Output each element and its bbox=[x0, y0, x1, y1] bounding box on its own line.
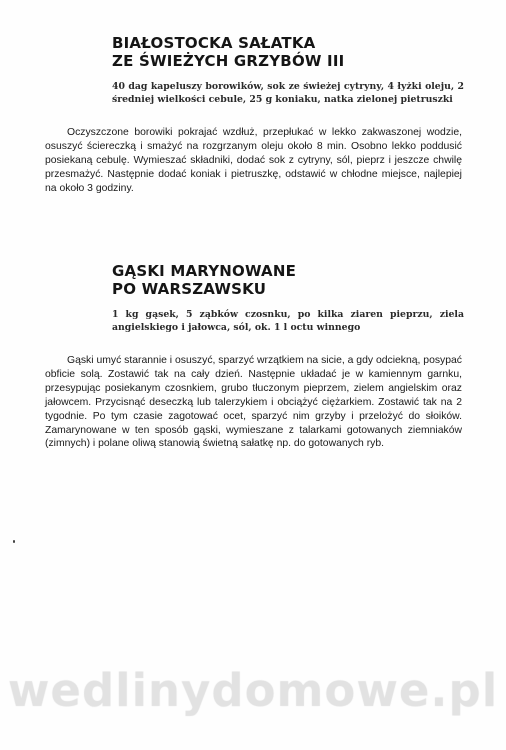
recipe-title-line-1: GĄSKI MARYNOWANE bbox=[112, 262, 297, 280]
recipe-title-line-1: BIAŁOSTOCKA SAŁATKA bbox=[112, 34, 316, 52]
site-watermark: wedlinydomowe.pl bbox=[7, 664, 499, 717]
instruction-paragraph: Gąski umyć starannie i osuszyć, sparzyć wrzątkiem na sicie, a gdy odciekną, posypać obficie solą. Zostawić tak na cały dzień. Następnie układać je w kamiennym garnku, przesypując posiekanym czosnkiem, grubo tłuczonym pieprzem, zielem angielskim oraz jałowcem. Przycisnąć deseczką lub talerzykiem i obciążyć ciężarkiem. Zostawić tak na 2 tygodnie. Po tym czasie zagotować ocet, sparzyć nim grzyby i przelożyć do słoików. Zamarynowane w ten sposób gąski, wymieszane z talarkami gotowanych ziemniaków (zimnych) i polane oliwą stanowią świetną sałatkę np. do gotowanych ryb. bbox=[45, 355, 463, 450]
recipe-instructions bbox=[45, 126, 462, 196]
margin-mark bbox=[13, 540, 15, 543]
recipe-bialostocka-salatka bbox=[0, 34, 506, 196]
recipe-title bbox=[112, 262, 506, 298]
recipe-title-line-2: PO WARSZAWSKU bbox=[112, 280, 267, 298]
recipe-gaski-marynowane bbox=[0, 262, 506, 451]
recipe-title bbox=[112, 34, 506, 70]
recipe-ingredients: 1 kg gąsek, 5 ząbków czosnku, po kilka ziaren pieprzu, ziela angielskiego i jałowca, sól, ok. 1 l octu winnego bbox=[112, 309, 464, 333]
recipe-ingredients: 40 dag kapeluszy borowików, sok ze świeżej cytryny, 4 łyżki oleju, 2 średniej wielkości cebule, 25 g koniaku, natka zielonej pietruszki bbox=[112, 81, 464, 105]
instruction-paragraph: Oczyszczone borowiki pokrajać wzdłuż, przepłukać w lekko zakwaszonej wodzie, osuszyć ściereczką i smażyć na rozgrzanym oleju około 8 min. Osobno lekko poddusić posiekaną cebulę. Wymieszać składniki, dodać sok z cytryny, sól, pieprz i jeszcze chwilę przesmażyć. Następnie dodać koniak i pietruszkę, odstawić w chłodne miejsce, najlepiej na około 3 godziny. bbox=[45, 127, 462, 194]
recipe-instructions bbox=[45, 354, 462, 451]
recipe-title-line-2: ZE ŚWIEŻYCH GRZYBÓW III bbox=[112, 52, 345, 70]
